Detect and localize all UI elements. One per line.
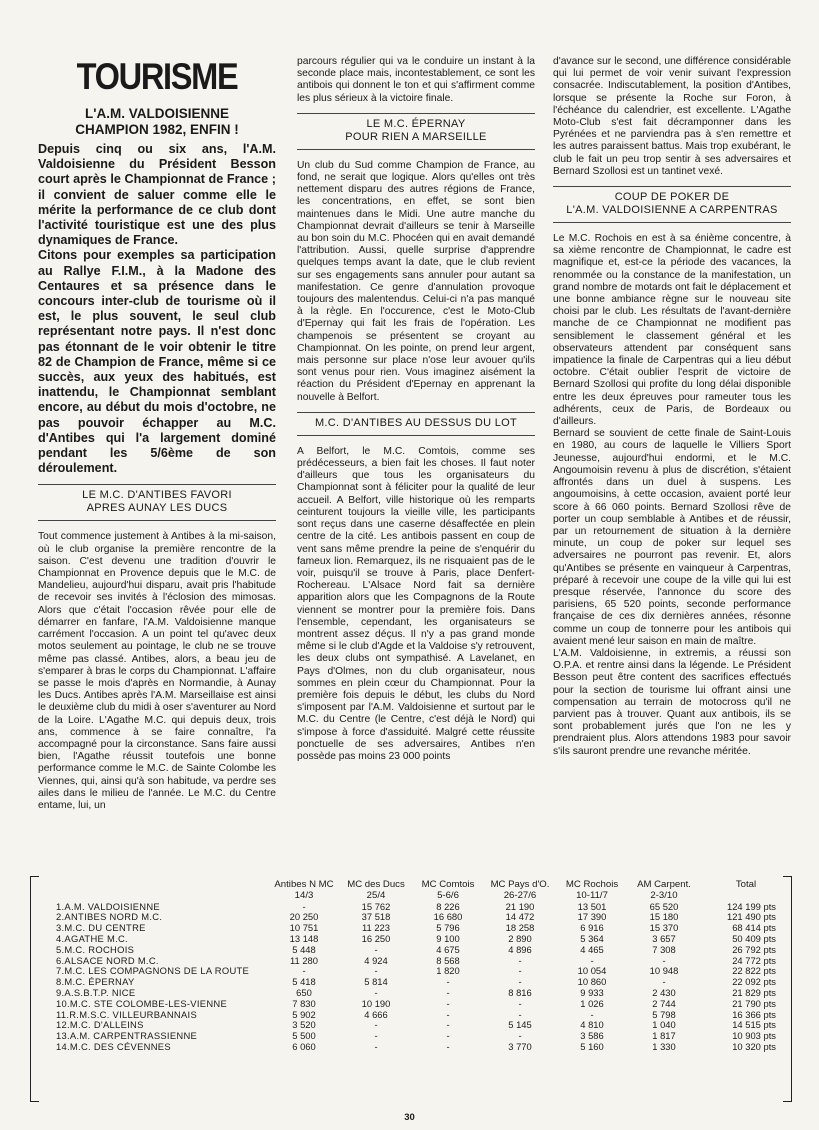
total-cell: 121 490 pts [727, 911, 776, 923]
club-name: 5.M.C. ROCHOIS [56, 943, 135, 955]
column-date: 25/4 [366, 889, 386, 901]
club-name: 7.M.C. LES COMPAGNONS DE LA ROUTE [56, 965, 250, 977]
total-cell: 10 903 pts [732, 1030, 776, 1042]
score-cell: 37 518 [361, 911, 391, 923]
column-date [700, 891, 792, 902]
column-date: 10-11/7 [576, 889, 608, 901]
section-2-text: Un club du Sud comme Champion de France, au fond, ne serait que logique. Alors qu'elles ont très nettement disparu des autres régions de France, les concentrations, en effet, se sont bien maintenues dans le Midi. Une autre manche du Championnat devrait d'ailleurs se tenir à Marseille au bon soin du M.C. Phocéen qui en avait demandé l'attribution. Aussi, quelle surprise d'apprendre quelques temps avant la date, que le club revient sur ses engagements sans annuler pour autant sa manifestation. Ce genre d'annulation provoque toujours des malentendus. Celui-ci n'a pas manqué à la règle. En l'occurence, c'est le Moto-Club d'Epernay qui fait les frais de l'opération. Les champenois se présentent se croyant au Championnat. On les pointe, on prend leur argent, mais personne sur place n'ose leur avouer qu'ils sont venus pour rien. Vous imaginez aisément la réaction du Président d'Epernay en apprenant la nouvelle à Belfort. [297, 159, 535, 403]
table-row [30, 945, 792, 956]
club-name: 10.M.C. STE COLOMBE-LES-VIENNE [56, 997, 228, 1009]
club-name: 14.M.C. DES CÉVENNES [56, 1040, 171, 1052]
score-cell: 6 916 [580, 922, 604, 934]
score-cell: 18 258 [505, 922, 535, 934]
table-row [30, 977, 792, 988]
table-row [30, 999, 792, 1010]
score-cell: 15 370 [649, 922, 679, 934]
club-name: 13.A.M. CARPENTRASSIENNE [56, 1030, 198, 1042]
intro-heading [38, 106, 276, 138]
score-cell: 5 798 [652, 1008, 676, 1020]
section-4-heading-line-1: COUP DE POKER DE [614, 191, 730, 204]
column-2-continuation: parcours régulier qui va le conduire un instant à la seconde place mais, incontestablement, ce sont les antibois qui donnent le ton et qui s'affirment comme les plus sérieux à la victoire finale. [297, 56, 535, 104]
score-cell: - [518, 954, 522, 966]
club-name: 12.M.C. D'ALLEINS [56, 1019, 144, 1031]
score-cell: 1 820 [436, 965, 460, 977]
column-header: MC des Ducs [347, 879, 405, 890]
score-cell: 5 902 [292, 1008, 316, 1020]
score-cell: - [590, 1008, 594, 1020]
score-cell: 5 448 [292, 943, 316, 955]
score-cell: - [446, 1030, 450, 1042]
score-cell: 5 500 [292, 1030, 316, 1042]
score-cell: 15 180 [649, 911, 679, 923]
score-cell: 9 100 [436, 932, 460, 944]
total-cell: 22 092 pts [732, 976, 776, 988]
total-cell: 10 320 pts [732, 1040, 776, 1052]
score-cell: 13 501 [577, 900, 607, 912]
score-cell: - [518, 965, 522, 977]
score-cell: 10 948 [649, 965, 679, 977]
score-cell: 7 308 [652, 943, 676, 955]
score-cell: 4 675 [436, 943, 460, 955]
score-cell: - [374, 943, 378, 955]
total-cell: 124 199 pts [727, 900, 776, 912]
total-cell: 26 792 pts [732, 943, 776, 955]
score-cell: 11 223 [362, 922, 390, 934]
score-cell: - [374, 1019, 378, 1031]
score-cell: 13 148 [289, 932, 319, 944]
score-cell: - [374, 1040, 378, 1052]
score-cell: 1 026 [580, 997, 604, 1009]
score-cell: 3 586 [580, 1030, 604, 1042]
score-cell: - [446, 1019, 450, 1031]
score-cell: 65 520 [649, 900, 679, 912]
score-cell: 4 666 [364, 1008, 388, 1020]
club-name: 9.A.S.B.T.P. NICE [56, 986, 136, 998]
club-name: 4.AGATHE M.C. [56, 932, 128, 944]
intro-paragraph-2: Citons pour exemples sa participation au Rallye F.I.M., à la Madone des Centaures et sa présence dans le concours inter-club de tourisme où il est, le plus souvent, le seul club représentant notre pays. Il n'est donc pas étonnant de le voir obtenir le titre 82 de Champion de France, même si ce succès, aux yeux des habitués, est inattendu, le Championnat semblant encore, au début du mois d'octobre, ne pas pouvoir échapper au M.C. d'Antibes qui l'a largement dominé pendant les 5/6ème de son déroulement. [38, 248, 276, 476]
score-cell: - [446, 997, 450, 1009]
column-date: 5-6/6 [437, 889, 459, 901]
score-cell: 4 924 [364, 954, 388, 966]
intro-heading-line-2: CHAMPION 1982, ENFIN ! [75, 122, 239, 137]
score-cell: 4 896 [508, 943, 532, 955]
results-table [30, 880, 792, 1053]
score-cell: 1 817 [652, 1030, 676, 1042]
column-date: 2-3/10 [650, 889, 678, 901]
total-cell: 14 515 pts [732, 1019, 776, 1031]
score-cell: 10 751 [289, 922, 319, 934]
score-cell: 2 744 [652, 997, 676, 1009]
score-cell: - [374, 1030, 378, 1042]
section-1-heading-line-2: APRES AUNAY LES DUCS [86, 502, 228, 515]
score-cell: - [302, 900, 306, 912]
club-name: 2.ANTIBES NORD M.C. [56, 911, 163, 923]
score-cell: - [302, 965, 306, 977]
table-row [30, 966, 792, 977]
page-number: 30 [404, 1112, 415, 1123]
score-cell: 3 657 [652, 932, 676, 944]
header-row-names [30, 880, 792, 891]
column-2 [297, 56, 535, 763]
score-cell: 21 190 [505, 900, 535, 912]
score-cell: - [662, 976, 666, 988]
score-cell: 2 890 [508, 932, 532, 944]
score-cell: 16 250 [361, 932, 391, 944]
score-cell: 5 418 [292, 976, 316, 988]
header-blank [30, 880, 268, 891]
score-cell: 8 226 [436, 900, 460, 912]
results-table-box [30, 876, 792, 1100]
score-cell: 11 280 [290, 954, 318, 966]
table-row [30, 923, 792, 934]
score-cell: 10 054 [577, 965, 607, 977]
table-row [30, 1010, 792, 1021]
column-header: MC Pays d'O. [490, 879, 550, 890]
score-cell: - [518, 997, 522, 1009]
page-headline: TOURISME [76, 56, 238, 97]
club-name: 3.M.C. DU CENTRE [56, 922, 146, 934]
section-2-heading [297, 113, 535, 150]
score-cell: 1 040 [652, 1019, 676, 1031]
intro-heading-line-1: L'A.M. VALDOISIENNE [85, 106, 229, 121]
club-name: 11.R.M.S.C. VILLEURBANNAIS [56, 1008, 197, 1020]
total-cell: 68 414 pts [732, 922, 776, 934]
column-header: AM Carpent. [637, 879, 691, 890]
section-2-heading-line-1: LE M.C. ÉPERNAY [366, 117, 466, 130]
score-cell: 8 816 [508, 986, 532, 998]
score-cell: - [590, 954, 594, 966]
score-cell: 5 145 [508, 1019, 532, 1031]
score-cell: 5 364 [580, 932, 604, 944]
score-cell: 7 830 [292, 997, 316, 1009]
section-1-heading-line-1: LE M.C. D'ANTIBES FAVORI [82, 489, 232, 502]
score-cell: 6 060 [292, 1040, 316, 1052]
column-date: 14/3 [294, 889, 314, 901]
score-cell: 15 762 [361, 900, 391, 912]
score-cell: - [374, 986, 378, 998]
column-1 [38, 56, 276, 812]
column-header: MC Rochois [565, 879, 619, 890]
score-cell: 4 465 [580, 943, 604, 955]
score-cell: - [446, 976, 450, 988]
score-cell: 5 160 [580, 1040, 604, 1052]
section-4-text-2: Bernard se souvient de cette finale de Saint-Louis en 1980, au cours de laquelle le Villiers Sport Jeunesse, aujourd'hui endormi, et le M.C. Angoumoisin revenu à plus de discrétion, s'étaient affrontés dans un duel à suspens. Les angoumoisins, à cette occasion, avaient porté leur score à 66 060 points. Bernard Szollosi rêve de porter un coup semblable à Antibes et de réussir, par un retournement de situation à la dernière minute, un coup de poker sur lequel ses adversaires ne pourront pas revenir. Et, alors qu'Antibes se présente en vainqueur à Carpentras, préparé à recevoir une coupe de la ville qui lui est presque réservée, l'annonce du score des parisiens, 65 520 points, seconde performance française de ces dix dernières années, résonne comme un coup de tonnerre pour les antibois qui avaient mené leur saison en main de maître. [553, 428, 791, 647]
score-cell: 14 472 [505, 911, 535, 923]
score-cell: 2 430 [652, 986, 676, 998]
club-name: 8.M.C. ÉPERNAY [56, 976, 135, 988]
section-3-heading: M.C. D'ANTIBES AU DESSUS DU LOT [297, 412, 535, 436]
section-1-text: Tout commence justement à Antibes à la mi-saison, où le club organise la première rencontre de la saison. C'est devenu une tradition d'ouvrir le Championnat en Provence depuis que le M.C. de Mandelieu, aujourd'hui disparu, avait pris l'habitude de recevoir ses invités à l'éclosion des mimosas. Alors que c'était l'occasion rêvée pour elle de démarrer en fanfare, l'A.M. Valdoisienne manque carrément l'occasion. A un point tel qu'avec deux motos seulement au pointage, le club ne se trouve même pas classé. Antibes, alors, a beau jeu de s'emparer à bras le corps du Championnat. L'affaire se passe le mois d'après en Normandie, à Aunay les Ducs. Antibes après l'A.M. Marseillaise est ainsi le deuxième club du midi à oser s'aventurer au Nord de la Loire. L'Agathe M.C. qui depuis deux, trois ans, commence à se faire connaître, l'a accompagné pour la circonstance. Sans faire aussi bien, l'Agathe réussit toutefois une bonne performance comme le M.C. de Sainte Colombe les Viennes, qui, ainsi qu'à son habitude, va perdre ses ailes dans le milieu de l'année. Le M.C. du Centre entame, lui, un [38, 531, 276, 811]
column-3-continuation: d'avance sur le second, une différence considérable qui lui permet de voir venir suivant l'expression consacrée. Indiscutablement, la position d'Antibes, lorsque se présente la Roche sur Foron, à l'échéance du calendrier, est excellente. L'Agathe Moto-Club s'est fait décramponner dans les Pyrénées et ne parviendra pas à s'en remettre et les autres paraissent battus. Mais trop exubérant, le club le fait un peu trop sentir à ses adversaires et Bernard Szollosi est un tantinet vexé. [553, 56, 791, 177]
score-cell: 10 860 [577, 976, 607, 988]
total-cell: 24 772 pts [732, 954, 776, 966]
score-cell: 650 [296, 986, 312, 998]
score-cell: 1 330 [652, 1040, 676, 1052]
section-3-text: A Belfort, le M.C. Comtois, comme ses prédécesseurs, a bien fait les choses. Il faut noter d'ailleurs que tous les organisateurs du Championnat sont à féliciter pour la qualité de leur accueil. A Belfort, ville historique où les remparts ceinturent toujours la vieille ville, les participants sont reçus dans une caserne désaffectée en plein centre de la cité. Les antibois passent en coup de vent sans même prendre la peine de s'enquérir du fameux lion. Remarquez, ils ne risquaient pas de le voir, puisqu'il se trouve à Paris, place Denfert-Rochereau. L'Alsace Nord fait sa dernière apparition alors que les Compagnons de la Route viennent se montrer pour la première fois. Dans l'ensemble, cependant, les organisateurs se montrent assez déçus. Il n'y a pas grand monde même si le club d'Agde et la Valdoise s'y retrouvent, les deux clubs ont sympathisé. A Lavelanet, en Pays d'Olmes, non du club organisateur, nous sommes en plein cœur du Championnat. Pour la première fois depuis le début, les clubs du Nord s'imposent par l'A.M. Valdoisienne et surtout par le M.C. du Centre (le Centre, c'est déjà le Nord) qui s'impose à force d'assiduité. Malgré cette réussite ponctuelle de ses adversaires, Antibes n'en possède pas moins 23 000 points [297, 445, 535, 762]
column-header: Antibes N MC [274, 879, 334, 890]
results-table-header [30, 880, 792, 902]
section-4-heading [553, 186, 791, 223]
column-3 [553, 56, 791, 758]
total-cell: 21 790 pts [732, 997, 776, 1009]
column-header: MC Comtois [421, 879, 475, 890]
score-cell: - [374, 965, 378, 977]
header-row-dates [30, 891, 792, 902]
score-cell: 9 933 [580, 986, 604, 998]
total-cell: 22 822 pts [732, 965, 776, 977]
section-2-heading-line-2: POUR RIEN A MARSEILLE [345, 130, 487, 143]
club-name: 1.A.M. VALDOISIENNE [56, 900, 160, 912]
total-cell: 16 366 pts [732, 1008, 776, 1020]
score-cell: 5 814 [364, 976, 388, 988]
score-cell: 4 810 [580, 1019, 604, 1031]
total-cell: 21 829 pts [732, 986, 776, 998]
column-date: 26-27/6 [503, 889, 537, 901]
results-table-body [30, 902, 792, 1053]
score-cell: - [518, 1030, 522, 1042]
score-cell: - [446, 1040, 450, 1052]
club-name: 6.ALSACE NORD M.C. [56, 954, 159, 966]
column-header: Total [735, 879, 757, 890]
score-cell: 16 680 [433, 911, 463, 923]
section-4-heading-line-2: L'A.M. VALDOISIENNE A CARPENTRAS [566, 204, 778, 217]
score-cell: 3 520 [292, 1019, 316, 1031]
score-cell: 3 770 [508, 1040, 532, 1052]
score-cell: - [446, 1008, 450, 1020]
score-cell: 20 250 [289, 911, 319, 923]
section-4-text-3: L'A.M. Valdoisienne, in extremis, a réussi son O.P.A. et rentre ainsi dans la légende. Le Président Besson peut être content des sacrifices effectués pour la section de tourisme lui offrant ainsi une compensation au terrain de motocross qu'il ne parvient pas à trouver. Quant aux antibois, ils se sont probablement jurés que l'on ne les y prendraient plus. Alors attendons 1983 pour savoir s'ils sauront prendre une revanche méritée. [553, 647, 791, 757]
score-cell: - [518, 1008, 522, 1020]
section-1-heading [38, 484, 276, 521]
score-cell: 10 190 [361, 997, 391, 1009]
header-blank [30, 891, 268, 902]
score-cell: - [518, 976, 522, 988]
total-cell: 50 409 pts [732, 932, 776, 944]
section-4-text-1: Le M.C. Rochois en est à sa énième concentre, à sa xième rencontre de Championnat, le cadre est magnifique et, est-ce la période des vacances, la renommée ou la constance de la manifestation, un grand nombre de motards ont fait le déplacement et une bonne ambiance règne sur le nouveau site choisi par le club. Les résultats de l'avant-dernière manche de ce Championnat ne modifient pas sensiblement le classement général et les observateurs attendent par conséquent sans impatience la finale de Carpentras qui a lieu début octobre. C'était oublier l'esprit de victoire de Bernard Szollosi qui profite du long délai disponible entre les deux épreuves pour rameuter tous les adhérents, ceux de Paris, de Bordeaux ou d'ailleurs. [553, 233, 791, 428]
intro-paragraph-1: Depuis cinq ou six ans, l'A.M. Valdoisienne du Président Besson court après le Championnat de France ; il convient de saluer comme elle le mérite la performance de ce club dont l'activité touristique est une des plus dynamiques de France. [38, 142, 276, 248]
score-cell: 5 796 [436, 922, 460, 934]
score-cell: - [662, 954, 666, 966]
table-row [30, 1042, 792, 1053]
score-cell: - [446, 986, 450, 998]
score-cell: 17 390 [577, 911, 607, 923]
score-cell: 8 568 [436, 954, 460, 966]
table-row [30, 934, 792, 945]
